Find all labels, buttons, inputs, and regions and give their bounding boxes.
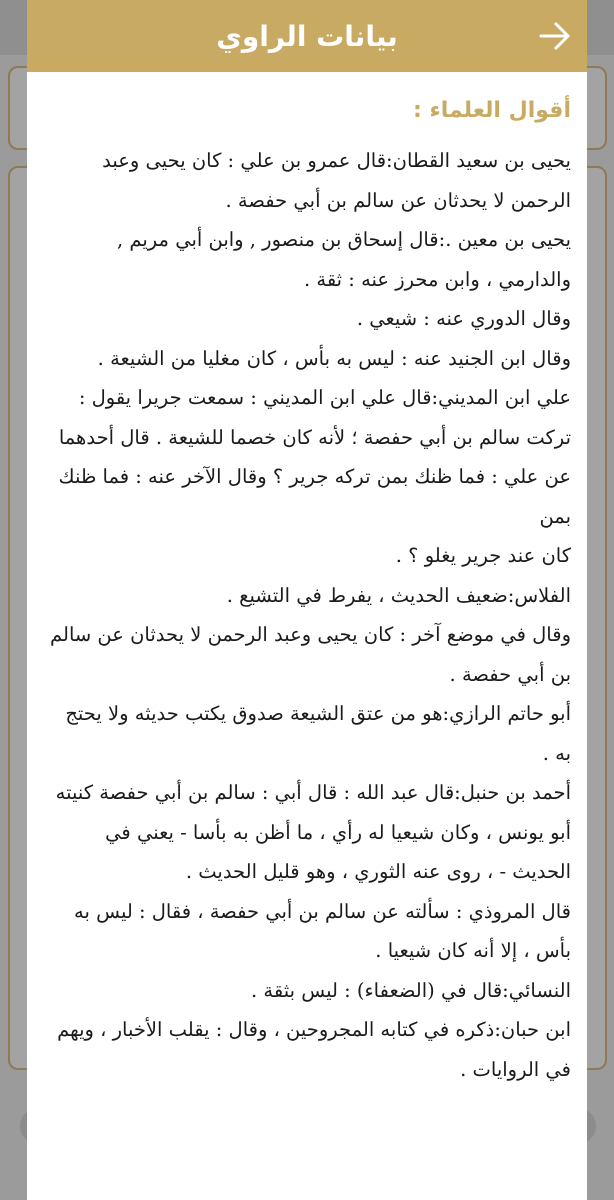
list-item: وقال ابن الجنيد عنه : ليس به بأس ، كان مغليا من الشيعة . <box>97 346 571 370</box>
list-item: يحيى بن سعيد القطان:قال عمرو بن علي : كان يحيى وعبد الرحمن لا يحدثان عن سالم بن أبي حفصة . <box>102 149 571 212</box>
list-item: أبو حاتم الرازي:هو من عتق الشيعة صدوق يكتب حديثه ولا يحتج به . <box>65 702 571 765</box>
scholars-sayings-list <box>45 141 571 1089</box>
list-item: قال المروذي : سألته عن سالم بن أبي حفصة ، فقال : ليس به بأس ، إلا أنه كان شيعيا . <box>74 899 571 962</box>
section-title: أقوال العلماء : <box>413 98 571 123</box>
modal-content[interactable] <box>27 72 587 1089</box>
list-item: ابن حبان:ذكره في كتابه المجروحين ، وقال : يقلب الأخبار ، ويهم في الروايات . <box>57 1018 571 1081</box>
modal-header <box>27 0 587 72</box>
list-item: كان عند جرير يغلو ؟ . <box>395 544 571 567</box>
narrator-info-modal <box>27 0 587 1200</box>
list-item: علي ابن المديني:قال علي ابن المديني : سمعت جريرا يقول : تركت سالم بن أبي حفصة ؛ لأنه كان خصما للشيعة . قال أحدهما عن علي : فما ظنك بمن تركه جرير ؟ وقال الآخر عنه : فما ظنك بمن <box>58 386 571 528</box>
list-item: وقال في موضع آخر : كان يحيى وعبد الرحمن لا يحدثان عن سالم بن أبي حفصة . <box>50 623 571 686</box>
list-item: يحيى بن معين .:قال إسحاق بن منصور , وابن أبي مريم , والدارمي ، وابن محرز عنه : ثقة . <box>116 228 571 291</box>
list-item: الفلاس:ضعيف الحديث ، يفرط في التشيع . <box>226 583 571 607</box>
arrow-right-icon <box>538 21 572 51</box>
modal-title: بيانات الراوي <box>216 19 398 53</box>
list-item: وقال الدوري عنه : شيعي . <box>356 307 571 330</box>
list-item: أحمد بن حنبل:قال عبد الله : قال أبي : سالم بن أبي حفصة كنيته أبو يونس ، وكان شيعيا له رأي ، ما أظن به بأسا - يعني في الحديث - ، روى عنه الثوري ، وهو قليل الحديث . <box>55 781 571 883</box>
back-button[interactable] <box>533 14 577 58</box>
list-item: النسائي:قال في (الضعفاء) : ليس بثقة . <box>251 978 571 1002</box>
